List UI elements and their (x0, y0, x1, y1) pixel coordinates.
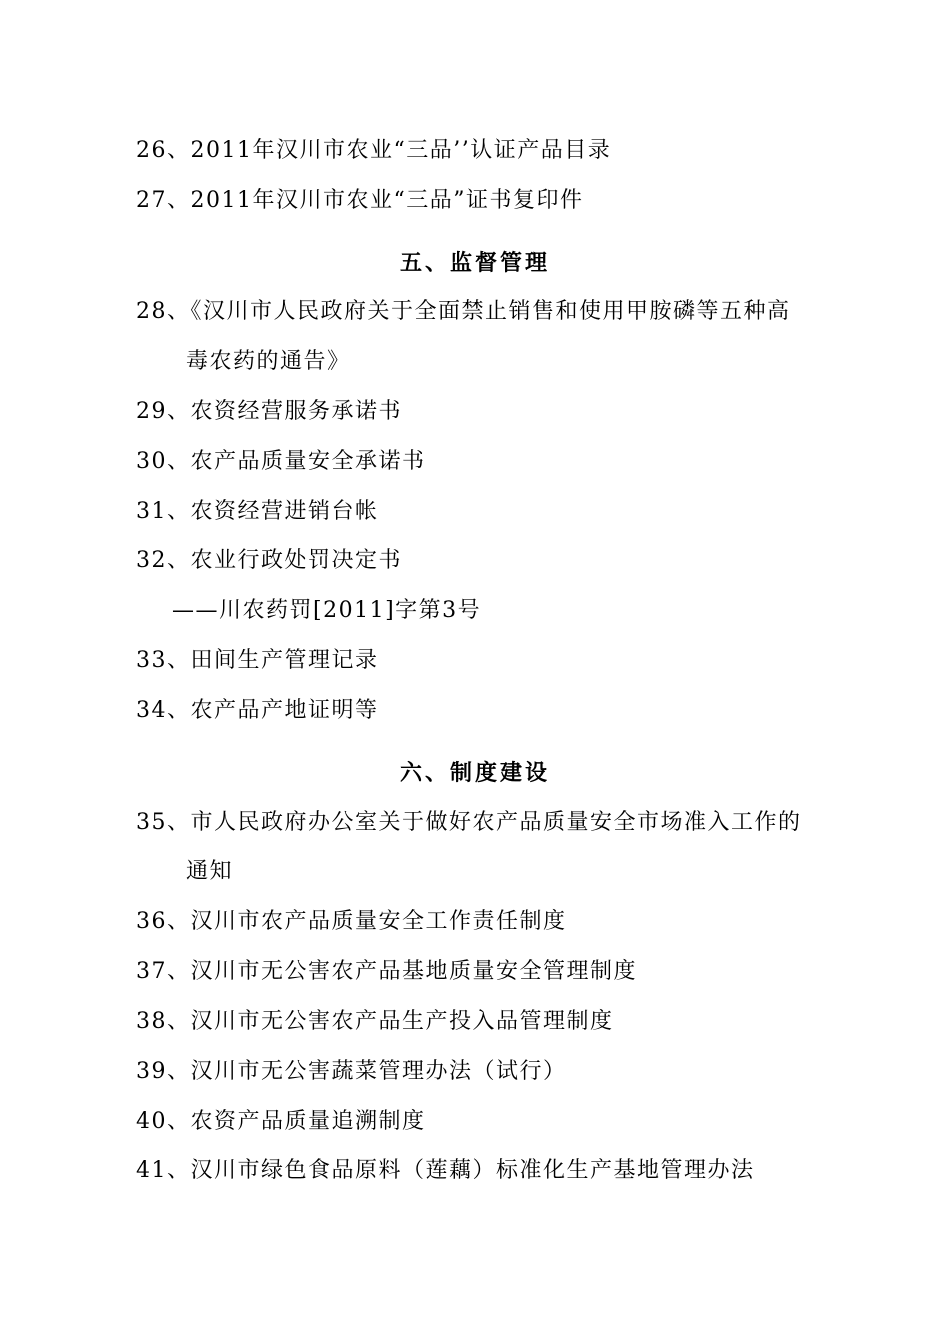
list-item (136, 136, 611, 166)
item-text: 农产品质量安全承诺书 (190, 449, 426, 474)
item-number: 37、 (136, 959, 191, 984)
document-number-note: ——川农药罚[2011]字第3号 (172, 598, 482, 623)
list-item (136, 1156, 755, 1186)
item-text: 农资经营进销台帐 (190, 499, 379, 524)
item-text: 汉川市农产品质量安全工作责任制度 (190, 909, 567, 934)
list-item (136, 1007, 614, 1037)
section-heading-system-building: 六、制度建设 (399, 760, 550, 786)
list-item (136, 957, 637, 987)
section-heading-supervision: 五、监督管理 (399, 250, 550, 276)
list-item (136, 447, 426, 477)
list-item (136, 808, 802, 838)
list-item (136, 186, 583, 216)
list-item (136, 1057, 567, 1087)
item-text: 农资产品质量追溯制度 (190, 1109, 426, 1134)
item-number: 35、 (136, 810, 191, 835)
item-number: 40、 (136, 1109, 191, 1134)
item-text: 农资经营服务承诺书 (190, 399, 403, 424)
item-number: 31、 (136, 499, 191, 524)
list-item (136, 397, 402, 427)
item-number: 38、 (136, 1009, 191, 1034)
item-number: 36、 (136, 909, 191, 934)
item-number: 32、 (136, 548, 191, 573)
item-text: 2011年汉川市农业“三品”证书复印件 (190, 188, 584, 213)
item-text: 田间生产管理记录 (190, 648, 379, 673)
list-item (136, 646, 379, 676)
item-number: 41、 (136, 1158, 191, 1183)
item-number: 33、 (136, 648, 191, 673)
list-item (136, 297, 791, 327)
list-item (136, 696, 379, 726)
item-text-line1: 市人民政府办公室关于做好农产品质量安全市场准入工作的 (190, 810, 802, 835)
item-number: 39、 (136, 1059, 191, 1084)
list-item (136, 497, 379, 527)
item-number: 34、 (136, 698, 191, 723)
list-item (136, 907, 567, 937)
item-number: 26、 (136, 138, 191, 163)
list-item (136, 546, 402, 576)
item-text: 汉川市无公害蔬菜管理办法（试行） (190, 1059, 567, 1084)
item-text-line1: 《汉川市人民政府关于全面禁止销售和使用甲胺磷等五种高 (190, 299, 791, 324)
item-number: 28、 (136, 299, 191, 324)
item-text: 农业行政处罚决定书 (190, 548, 403, 573)
list-item (136, 1107, 426, 1137)
item-number: 30、 (136, 449, 191, 474)
item-text: 汉川市无公害农产品基地质量安全管理制度 (190, 959, 638, 984)
item-number: 29、 (136, 399, 191, 424)
item-text: 2011年汉川市农业“三品’’认证产品目录 (190, 138, 612, 163)
item-text: 农产品产地证明等 (190, 698, 379, 723)
item-text: 汉川市无公害农产品生产投入品管理制度 (190, 1009, 614, 1034)
item-number: 27、 (136, 188, 191, 213)
item-text-line2: 毒农药的通告》 (186, 349, 351, 374)
item-text: 汉川市绿色食品原料（莲藕）标准化生产基地管理办法 (190, 1158, 755, 1183)
item-text-line2: 通知 (186, 859, 234, 884)
